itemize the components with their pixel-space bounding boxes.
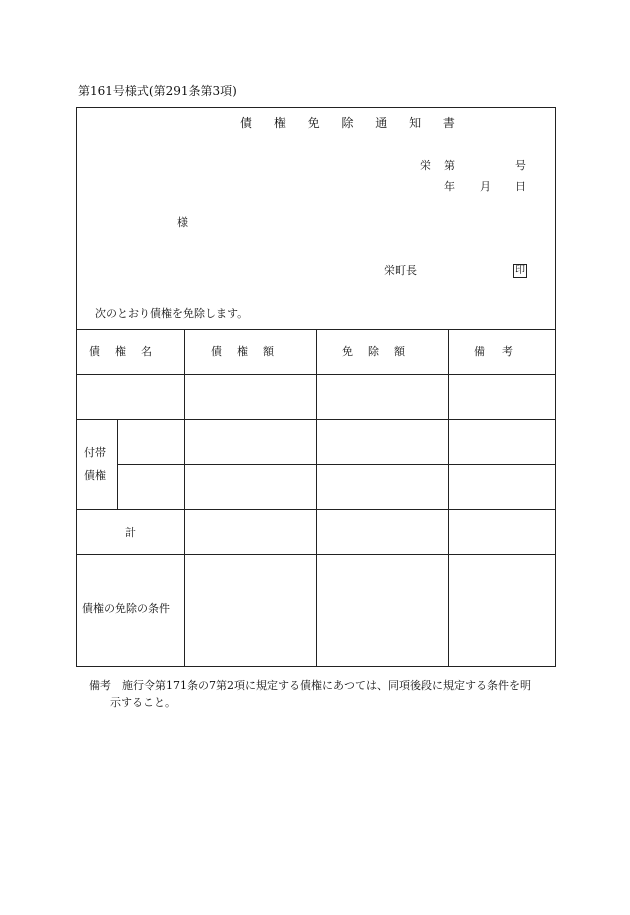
column-header-claim-name: 債 権 名 bbox=[89, 345, 154, 358]
ancillary-label-1: 付帯 bbox=[84, 446, 106, 459]
date-day: 日 bbox=[515, 180, 526, 193]
addressee-suffix: 様 bbox=[177, 216, 188, 229]
column-line bbox=[316, 329, 317, 667]
ref-dai: 第 bbox=[444, 159, 455, 172]
sender-title: 栄町長 bbox=[384, 264, 417, 277]
column-line bbox=[184, 329, 185, 667]
column-header-exemption-amount: 免 除 額 bbox=[342, 345, 407, 358]
note-line-1: 施行令第171条の7第2項に規定する債権にあつては、同項後段に規定する条件を明 bbox=[122, 679, 531, 692]
ancillary-divider bbox=[117, 419, 118, 509]
intro-text: 次のとおり債権を免除します。 bbox=[95, 307, 249, 320]
document-title: 債 権 免 除 通 知 書 bbox=[240, 116, 464, 130]
seal-mark: 印 bbox=[515, 265, 525, 276]
ref-prefix: 栄 bbox=[420, 159, 431, 172]
note-line-2: 示すること。 bbox=[110, 696, 176, 709]
row-line bbox=[117, 464, 556, 465]
note-label: 備考 bbox=[89, 679, 111, 692]
date-year: 年 bbox=[444, 180, 455, 193]
conditions-label: 債権の免除の条件 bbox=[82, 602, 170, 615]
column-header-claim-amount: 債 権 額 bbox=[211, 345, 276, 358]
form-number: 第161号様式(第291条第3項) bbox=[78, 84, 237, 98]
column-line bbox=[448, 329, 449, 667]
ancillary-label-2: 債権 bbox=[84, 469, 106, 482]
total-label: 計 bbox=[125, 526, 136, 539]
ref-go: 号 bbox=[515, 159, 526, 172]
date-month: 月 bbox=[480, 180, 491, 193]
column-header-remarks: 備 考 bbox=[474, 345, 516, 358]
